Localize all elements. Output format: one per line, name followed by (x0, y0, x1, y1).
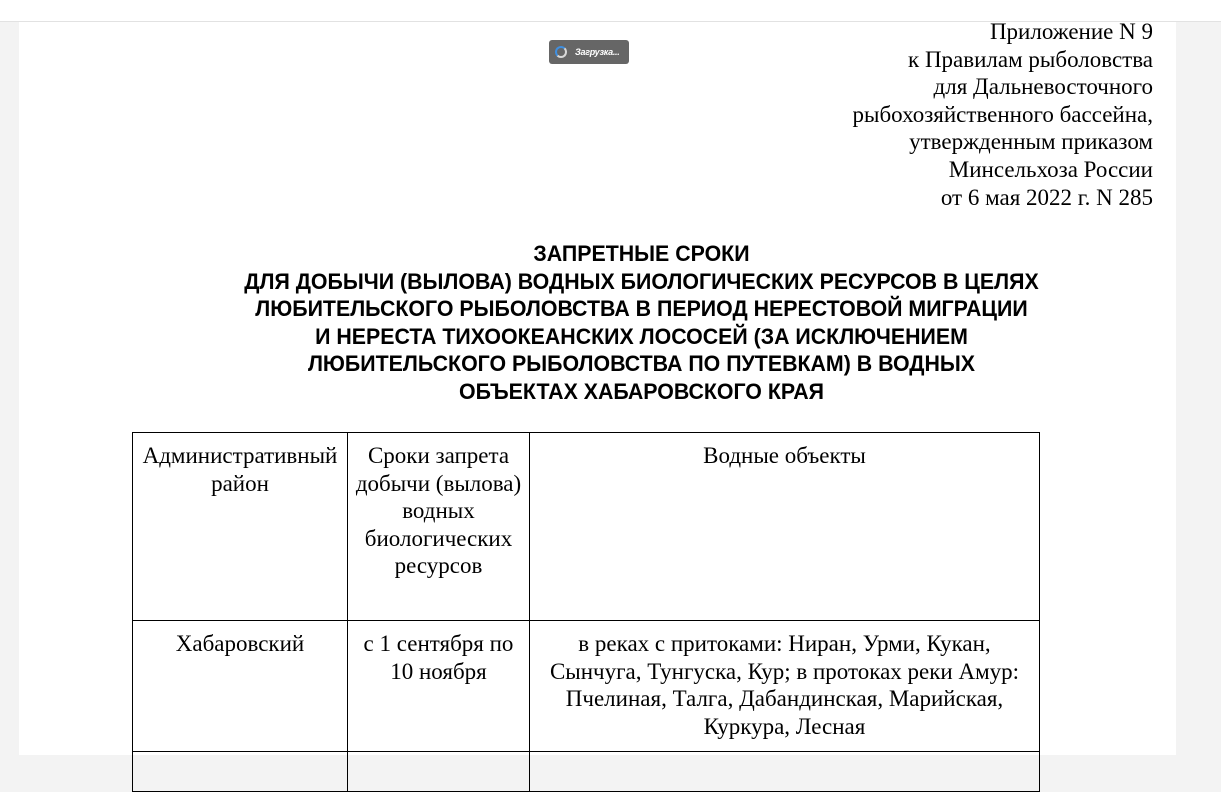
header-ban-period: Сроки запрета добычи (вылова) водных биологических ресурсов (348, 433, 530, 621)
table-row (133, 621, 1040, 752)
spinner-icon (555, 46, 567, 58)
title-line: ЛЮБИТЕЛЬСКОГО РЫБОЛОВСТВА В ПЕРИОД НЕРЕСТОВОЙ МИГРАЦИИ (255, 296, 1028, 322)
title-line: ОБЪЕКТАХ ХАБАРОВСКОГО КРАЯ (458, 378, 824, 404)
loading-label: Загрузка... (575, 47, 620, 57)
title-line: ЛЮБИТЕЛЬСКОГО РЫБОЛОВСТВА ПО ПУТЕВКАМ) В ВОДНЫХ (307, 351, 976, 377)
cell-district: Хабаровский (133, 621, 348, 752)
appendix-line: Приложение N 9 (989, 19, 1153, 44)
cell-ban-period: с 1 сентября по 10 ноября (348, 621, 530, 752)
document-title (38, 240, 1221, 406)
appendix-line: рыбохозяйственного бассейна, (852, 101, 1153, 127)
cell-water-bodies: в реках с притоками: Ниран, Урми, Кукан, Сынчуга, Тунгуска, Кур; в протоках реки Амур: Пчелиная, Талга, Дабандинская, Марийская, Куркура, Лесная (530, 621, 1040, 752)
title-line: ДЛЯ ДОБЫЧИ (ВЫЛОВА) ВОДНЫХ БИОЛОГИЧЕСКИХ РЕСУРСОВ В ЦЕЛЯХ (244, 268, 1039, 294)
appendix-reference (853, 18, 1154, 211)
table-header-row (133, 433, 1040, 621)
fishing-ban-table (132, 432, 1040, 792)
cell-ban-period (348, 752, 530, 792)
title-line: И НЕРЕСТА ТИХООКЕАНСКИХ ЛОСОСЕЙ (ЗА ИСКЛЮЧЕНИЕМ (315, 323, 968, 349)
header-water-bodies: Водные объекты (530, 433, 1040, 621)
appendix-line: к Правилам рыболовства (908, 46, 1153, 72)
table-row (133, 752, 1040, 792)
appendix-line: утвержденным приказом (909, 129, 1153, 155)
cell-district (133, 752, 348, 792)
header-district: Административный район (133, 433, 348, 621)
cell-water-bodies (530, 752, 1040, 792)
loading-indicator (549, 40, 629, 64)
document-page (19, 19, 1176, 755)
title-line: ЗАПРЕТНЫЕ СРОКИ (533, 241, 750, 266)
appendix-line: от 6 мая 2022 г. N 285 (940, 184, 1153, 210)
appendix-line: Минсельхоза России (948, 156, 1153, 182)
appendix-line: для Дальневосточного (933, 74, 1153, 100)
